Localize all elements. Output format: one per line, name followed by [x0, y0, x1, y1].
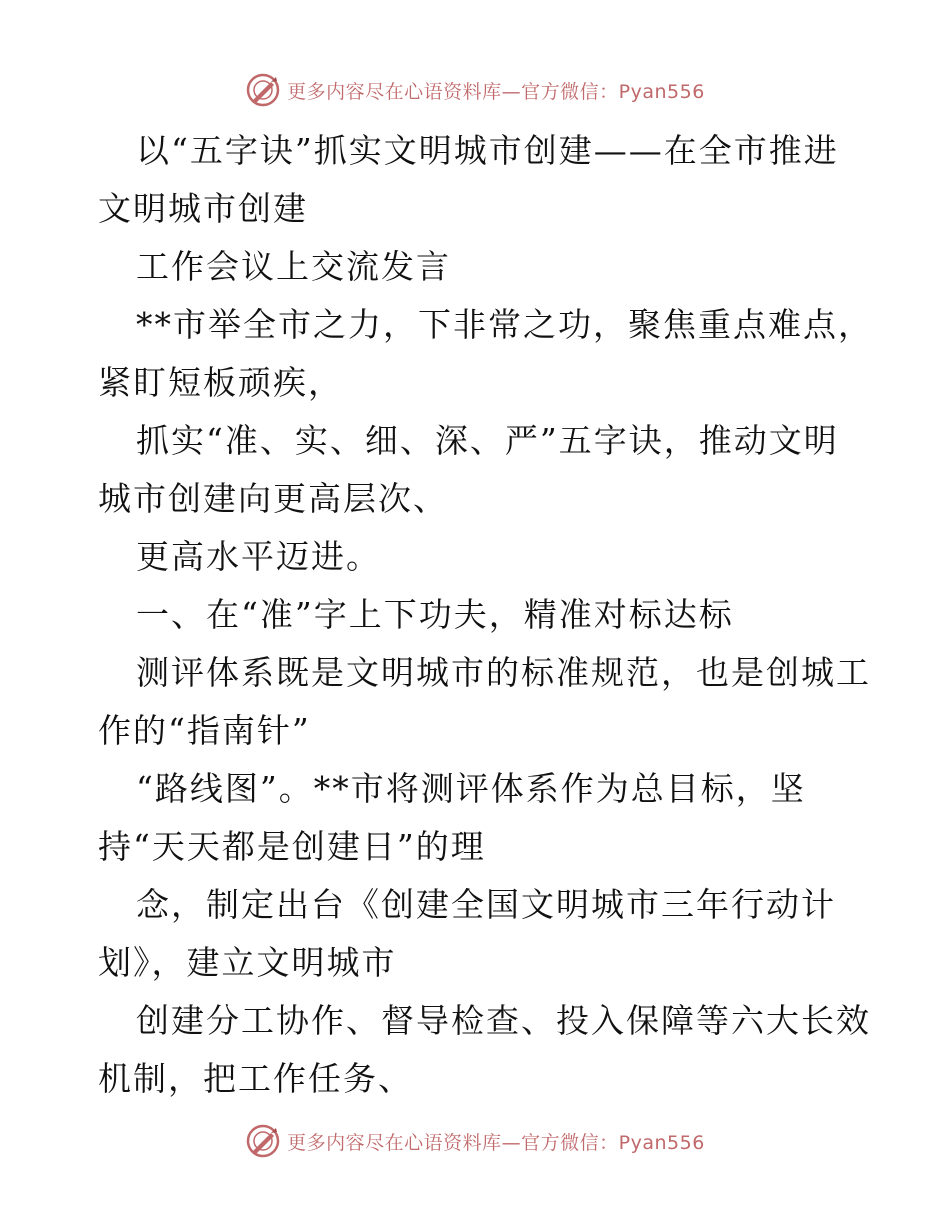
text-line: **市举全市之力，下非常之功，聚焦重点难点， [136, 305, 873, 344]
text-line: 持“天天都是创建日”的理 [98, 827, 486, 866]
pen-logo-icon [245, 72, 281, 108]
text-line: 文明城市创建 [98, 189, 308, 228]
text-line: 测评体系既是文明城市的标准规范，也是创城工 [136, 653, 871, 692]
text-line: 工作会议上交流发言 [136, 247, 451, 286]
text-line: 一、在“准”字上下功夫，精准对标达标 [136, 595, 734, 634]
header-watermark [0, 72, 950, 108]
text-line: 作的“指南针” [98, 711, 311, 750]
watermark-text: 更多内容尽在心语资料库—官方微信：Pyan556 [287, 80, 705, 103]
text-line: 紧盯短板顽疾， [98, 363, 343, 402]
text-line: 机制，把工作任务、 [98, 1059, 413, 1098]
pen-logo-icon [245, 1123, 281, 1159]
text-line: “路线图”。**市将测评体系作为总目标，坚 [136, 769, 806, 808]
document-body [98, 122, 873, 1108]
text-line: 抓实“准、实、细、深、严”五字诀，推动文明 [136, 421, 839, 460]
text-line: 划》，建立文明城市 [98, 943, 397, 982]
text-line: 念，制定出台《创建全国文明城市三年行动计 [136, 885, 836, 924]
text-line: 城市创建向更高层次、 [98, 479, 448, 518]
text-line: 以“五字诀”抓实文明城市创建——在全市推进 [136, 131, 839, 170]
text-line: 创建分工协作、督导检查、投入保障等六大长效 [136, 1001, 871, 1040]
text-line: 更高水平迈进。 [136, 537, 381, 576]
footer-watermark [0, 1123, 950, 1159]
watermark-text: 更多内容尽在心语资料库—官方微信：Pyan556 [287, 1131, 705, 1154]
